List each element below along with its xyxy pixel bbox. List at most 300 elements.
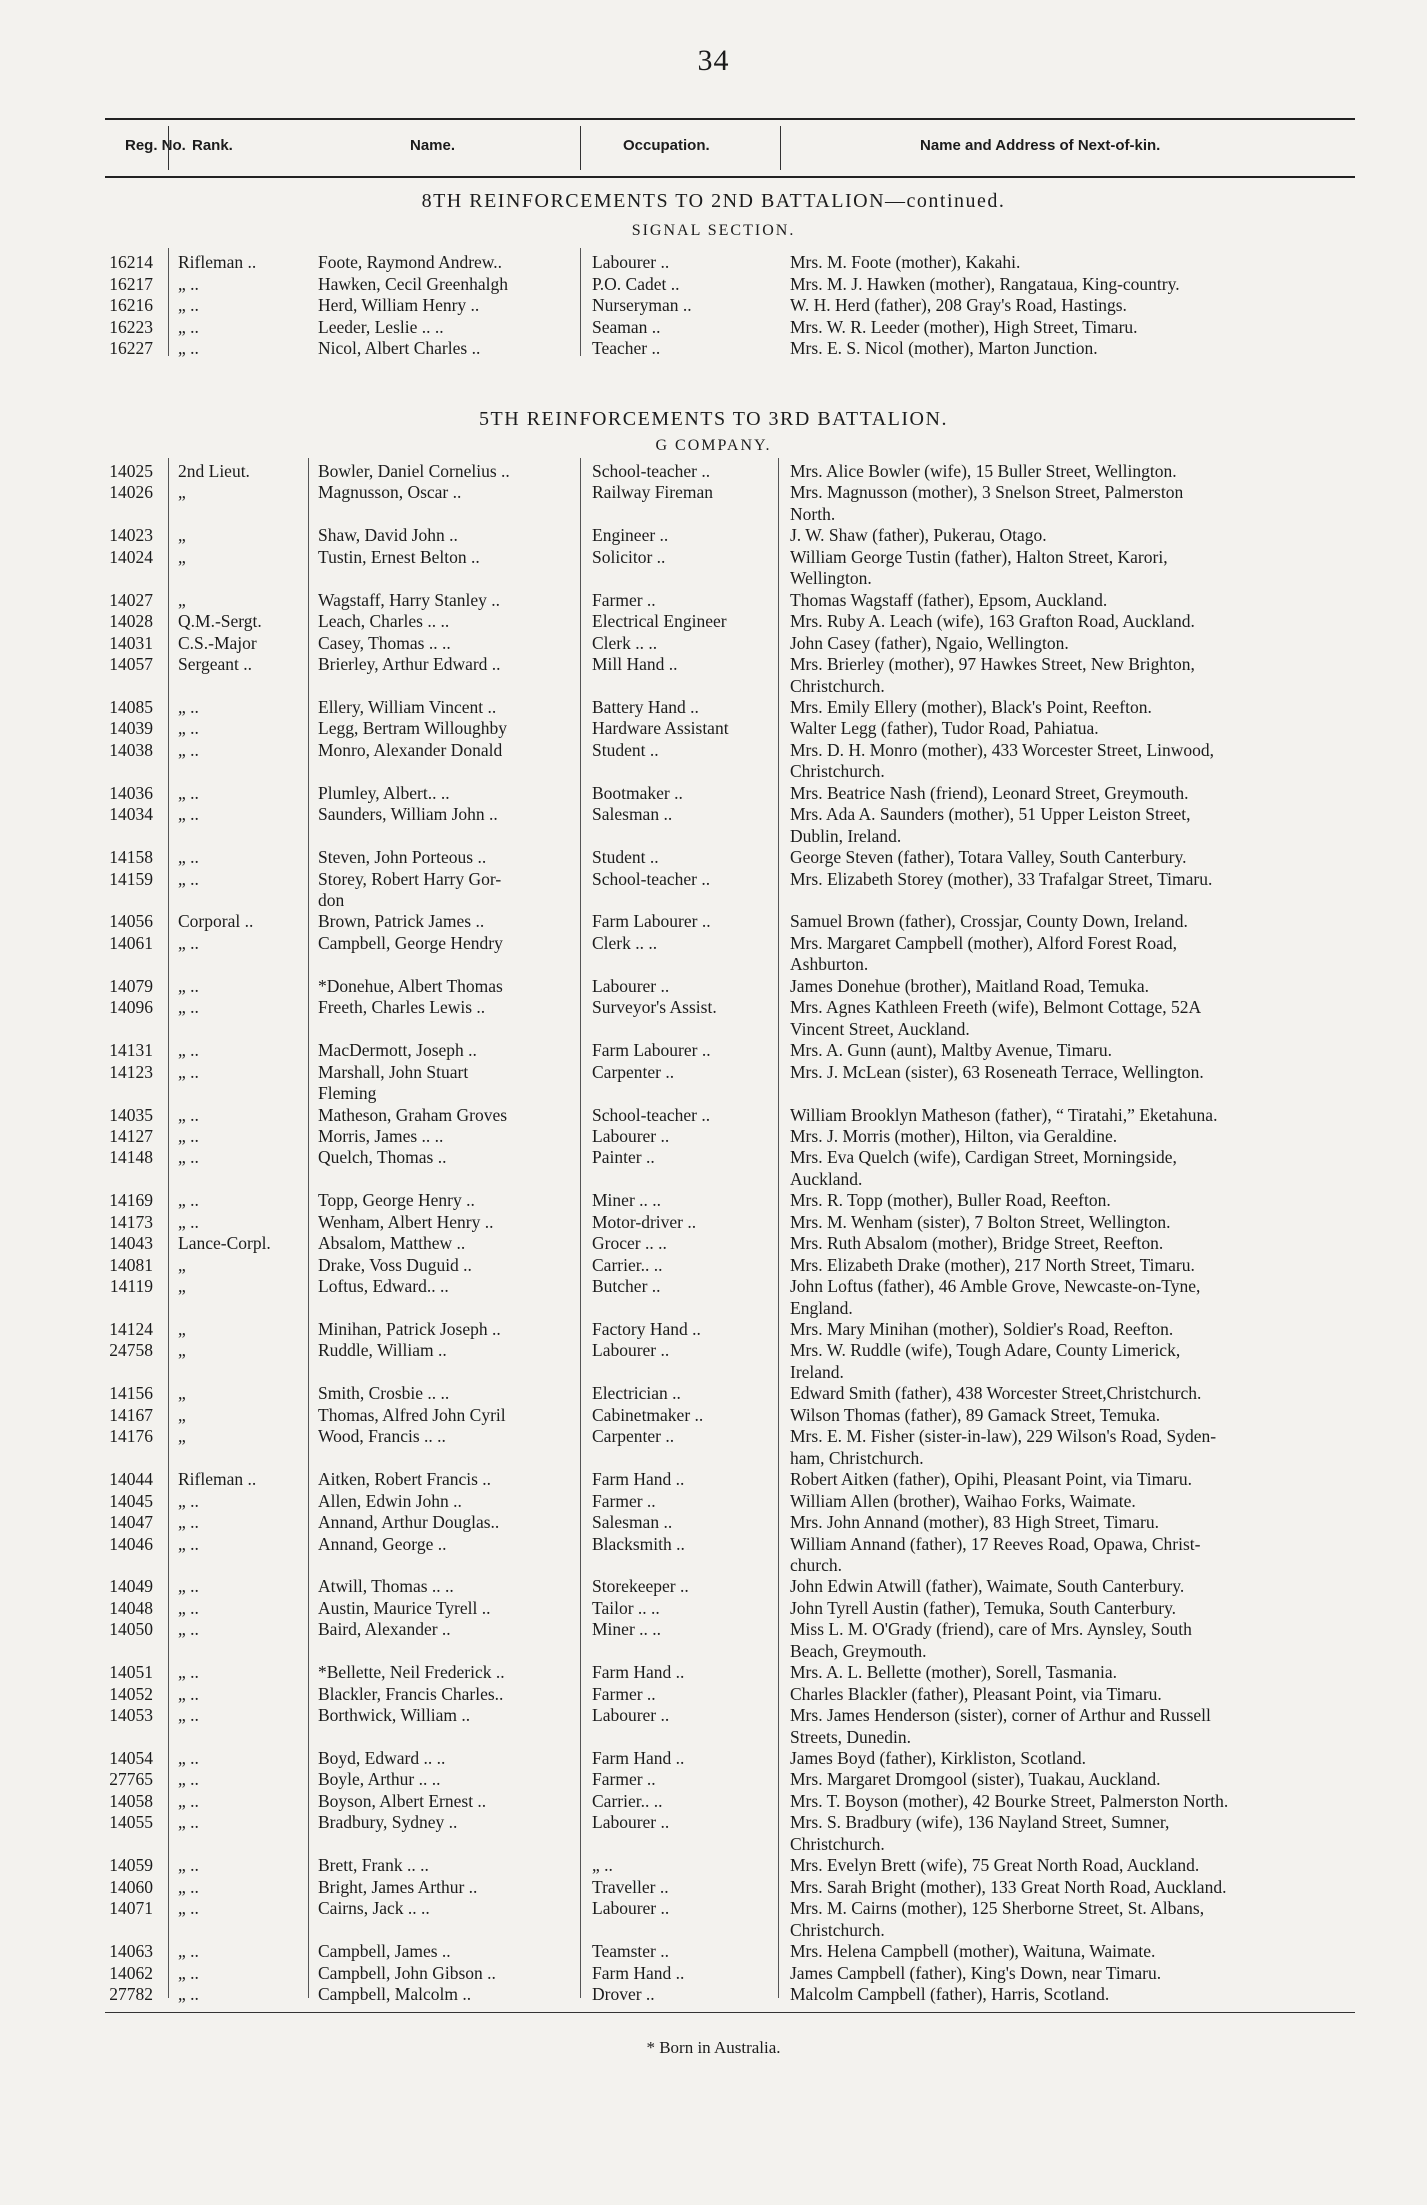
table-row [0,1555,1427,1576]
table-row [0,274,1427,295]
rank-cell: „ .. [178,1125,199,1146]
soldier-name-cell: Wenham, Albert Henry .. [318,1211,494,1232]
next-of-kin-cell: Mrs. James Henderson (sister), corner of Arthur and Russell [790,1705,1211,1726]
soldier-name-cell: Bowler, Daniel Cornelius .. [318,461,510,481]
soldier-name-cell: *Bellette, Neil Frederick .. [318,1662,505,1683]
rank-cell: „ .. [178,782,199,803]
soldier-name-cell: Bright, James Arthur .. [318,1876,478,1897]
next-of-kin-cell: Edward Smith (father), 438 Worcester Street,Christchurch. [790,1383,1202,1404]
section-subtitle: G COMPANY. [655,437,772,454]
occupation-cell: Traveller .. [592,1876,669,1897]
table-row [0,1362,1427,1383]
occupation-cell: Labourer .. [592,1812,670,1833]
next-of-kin-cell: Mrs. W. Ruddle (wife), Tough Adare, County Limerick, [790,1340,1181,1361]
occupation-cell: Labourer .. [592,1125,670,1146]
next-of-kin-cell: Ireland. [790,1361,844,1382]
occupation-cell: Electrical Engineer [592,611,727,632]
header-next-of-kin: Name and Address of Next-of-kin. [920,137,1161,154]
rank-cell: „ [178,546,186,567]
next-of-kin-cell: Beach, Greymouth. [790,1640,927,1661]
soldier-name-cell: Absalom, Matthew .. [318,1233,466,1254]
rank-cell: „ .. [178,1962,199,1983]
reg-number-cell: 14156 [109,1383,153,1404]
reg-number-cell: 14071 [109,1898,153,1919]
table-row [0,911,1427,932]
occupation-cell: Clerk .. .. [592,632,658,653]
occupation-cell: Salesman .. [592,804,673,825]
table-row [0,933,1427,954]
soldier-name-cell: Loftus, Edward.. .. [318,1276,449,1297]
rank-cell: „ .. [178,1748,199,1768]
next-of-kin-cell: Mrs. Ada A. Saunders (mother), 51 Upper Leiston Street, [790,804,1191,825]
next-of-kin-cell: Mrs. Helena Campbell (mother), Waituna, Waimate. [790,1941,1156,1962]
rank-cell: Corporal .. [178,911,254,932]
rank-cell: „ .. [178,316,199,337]
soldier-name-cell: Herd, William Henry .. [318,295,480,316]
header-reg-no: Reg. No. [125,137,186,154]
soldier-name-cell: MacDermott, Joseph .. [318,1040,477,1061]
next-of-kin-cell: William Allen (brother), Waihao Forks, Waimate. [790,1490,1136,1511]
rank-cell: Q.M.-Sergt. [178,611,262,632]
reg-number-cell: 14047 [109,1512,153,1533]
soldier-name-cell: Brown, Patrick James .. [318,911,485,932]
occupation-cell: Farm Labourer .. [592,911,711,932]
rank-cell: „ .. [178,1941,199,1962]
rank-cell: „ .. [178,1190,199,1211]
soldier-name-cell: Freeth, Charles Lewis .. [318,997,486,1018]
occupation-cell: Labourer .. [592,1705,670,1726]
header-divider [168,126,169,170]
table-row [0,461,1427,482]
soldier-name-cell: Quelch, Thomas .. [318,1147,447,1168]
reg-number-cell: 14058 [109,1790,153,1811]
reg-number-cell: 14060 [109,1876,153,1897]
occupation-cell: Farmer .. [592,1769,656,1790]
next-of-kin-cell: Mrs. Margaret Dromgool (sister), Tuakau, Auckland. [790,1769,1161,1790]
soldier-name-cell: Steven, John Porteous .. [318,847,487,868]
soldier-name-cell: Boyson, Albert Ernest .. [318,1790,487,1811]
reg-number-cell: 14096 [109,997,153,1018]
occupation-cell: Mill Hand .. [592,654,678,675]
occupation-cell: Grocer .. .. [592,1233,667,1254]
occupation-cell: Hardware Assistant [592,718,729,739]
reg-number-cell: 14062 [109,1962,153,1983]
next-of-kin-cell: William Annand (father), 17 Reeves Road, Opawa, Christ- [790,1533,1201,1554]
soldier-name-cell: Hawken, Cecil Greenhalgh [318,273,508,294]
soldier-name-cell: Storey, Robert Harry Gor- [318,868,502,889]
rank-cell: Sergeant .. [178,654,253,675]
soldier-name-cell: Fleming [318,1083,377,1104]
next-of-kin-cell: Mrs. M. Wenham (sister), 7 Bolton Street, Wellington. [790,1211,1171,1232]
reg-number-cell: 14169 [109,1190,153,1211]
occupation-cell: Farmer .. [592,589,656,610]
next-of-kin-cell: John Casey (father), Ngaio, Wellington. [790,632,1069,653]
table-row [0,1641,1427,1662]
table-row [0,1212,1427,1233]
reg-number-cell: 14038 [109,739,153,760]
next-of-kin-cell: Mrs. Brierley (mother), 97 Hawkes Street, New Brighton, [790,654,1195,675]
soldier-name-cell: Minihan, Patrick Joseph .. [318,1319,501,1339]
next-of-kin-cell: Ashburton. [790,954,869,975]
next-of-kin-cell: Mrs. J. Morris (mother), Hilton, via Geraldine. [790,1125,1118,1146]
table-row [0,718,1427,739]
rank-cell: „ .. [178,1619,199,1640]
table-row [0,1748,1427,1769]
rank-cell: „ .. [178,1790,199,1811]
soldier-name-cell: Morris, James .. .. [318,1125,444,1146]
next-of-kin-cell: Mrs. D. H. Monro (mother), 433 Worcester Street, Linwood, [790,739,1215,760]
next-of-kin-cell: ham, Christchurch. [790,1447,924,1468]
rank-cell: „ .. [178,1705,199,1726]
next-of-kin-cell: Robert Aitken (father), Opihi, Pleasant Point, via Timaru. [790,1469,1192,1490]
rank-cell: „ [178,1276,186,1297]
reg-number-cell: 14051 [109,1662,153,1683]
table-row [0,1834,1427,1855]
occupation-cell: Farm Hand .. [592,1962,685,1983]
next-of-kin-cell: Mrs. John Annand (mother), 83 High Street, Timaru. [790,1512,1159,1533]
table-row [0,976,1427,997]
soldier-name-cell: Saunders, William John .. [318,804,498,825]
next-of-kin-cell: Christchurch. [790,761,885,782]
reg-number-cell: 16214 [109,252,153,272]
rank-cell: „ .. [178,1211,199,1232]
table-row [0,954,1427,975]
next-of-kin-cell: Mrs. Sarah Bright (mother), 133 Great North Road, Auckland. [790,1876,1227,1897]
table-row [0,740,1427,761]
soldier-name-cell: Drake, Voss Duguid .. [318,1254,472,1275]
next-of-kin-cell: Vincent Street, Auckland. [790,1018,970,1039]
reg-number-cell: 14048 [109,1597,153,1618]
table-row [0,1984,1427,2005]
occupation-cell: Surveyor's Assist. [592,997,717,1018]
soldier-name-cell: Allen, Edwin John .. [318,1490,462,1511]
footnote: * Born in Australia. [646,2038,781,2057]
table-row [0,1040,1427,1061]
soldier-name-cell: *Donehue, Albert Thomas [318,975,503,996]
reg-number-cell: 14057 [109,654,153,675]
table-row [0,1426,1427,1447]
occupation-cell: Student .. [592,739,659,760]
reg-number-cell: 14039 [109,718,153,739]
reg-number-cell: 14054 [109,1748,153,1768]
rank-cell: „ .. [178,295,199,316]
rank-cell: „ [178,1319,186,1339]
reg-number-cell: 14158 [109,847,153,868]
table-row [0,1340,1427,1361]
soldier-name-cell: Tustin, Ernest Belton .. [318,546,480,567]
occupation-cell: Electrician .. [592,1383,681,1404]
soldier-name-cell: Thomas, Alfred John Cyril [318,1404,506,1425]
next-of-kin-cell: Mrs. A. Gunn (aunt), Maltby Avenue, Timaru. [790,1040,1112,1061]
rank-cell: „ .. [178,1769,199,1790]
table-row [0,1448,1427,1469]
rank-cell: „ [178,1426,186,1447]
rank-cell: „ .. [178,1898,199,1919]
table-row [0,1791,1427,1812]
section-title: 8TH REINFORCEMENTS TO 2ND BATTALION—continued. [421,190,1006,212]
rank-cell: „ .. [178,1490,199,1511]
occupation-cell: Storekeeper .. [592,1576,689,1597]
next-of-kin-cell: Christchurch. [790,1833,885,1854]
rank-cell: „ .. [178,868,199,889]
reg-number-cell: 16227 [109,338,153,359]
rank-cell: „ .. [178,1662,199,1683]
occupation-cell: Seaman .. [592,316,661,337]
next-of-kin-cell: Dublin, Ireland. [790,825,902,846]
next-of-kin-cell: William George Tustin (father), Halton Street, Karori, [790,546,1168,567]
next-of-kin-cell: Mrs. R. Topp (mother), Buller Road, Reefton. [790,1190,1111,1211]
table-header [105,118,1355,178]
soldier-name-cell: Borthwick, William .. [318,1705,471,1726]
table-row [0,826,1427,847]
rank-cell: „ [178,482,186,503]
rank-cell: C.S.-Major [178,632,257,653]
reg-number-cell: 14031 [109,632,153,653]
rank-cell: „ [178,1254,186,1275]
occupation-cell: Railway Fireman [592,482,714,503]
soldier-name-cell: Campbell, James .. [318,1941,451,1962]
occupation-cell: School-teacher .. [592,868,711,889]
rank-cell: „ .. [178,739,199,760]
reg-number-cell: 24758 [109,1340,153,1361]
occupation-cell: Motor-driver .. [592,1211,697,1232]
rank-cell: „ .. [178,1876,199,1897]
reg-number-cell: 16217 [109,273,153,294]
next-of-kin-cell: church. [790,1554,842,1575]
table-row [0,1298,1427,1319]
soldier-name-cell: Matheson, Graham Groves [318,1104,508,1125]
soldier-name-cell: Casey, Thomas .. .. [318,632,451,653]
soldier-name-cell: Brett, Frank .. .. [318,1855,429,1876]
reg-number-cell: 16216 [109,295,153,316]
soldier-name-cell: Plumley, Albert.. .. [318,782,450,803]
occupation-cell: Farm Hand .. [592,1662,685,1683]
table-row [0,1019,1427,1040]
soldier-name-cell: Baird, Alexander .. [318,1619,451,1640]
next-of-kin-cell: Mrs. T. Boyson (mother), 42 Bourke Street, Palmerston North. [790,1790,1229,1811]
occupation-cell: Engineer .. [592,525,669,546]
reg-number-cell: 14052 [109,1683,153,1704]
reg-number-cell: 14173 [109,1211,153,1232]
table-row [0,1619,1427,1640]
rank-cell: „ .. [178,932,199,953]
rank-cell: Rifleman .. [178,252,257,272]
occupation-cell: Labourer .. [592,975,670,996]
occupation-cell: Farmer .. [592,1683,656,1704]
rank-cell: „ .. [178,1061,199,1082]
next-of-kin-cell: Wellington. [790,568,872,589]
next-of-kin-cell: Mrs. Elizabeth Storey (mother), 33 Trafalgar Street, Timaru. [790,868,1213,889]
next-of-kin-cell: Mrs. E. M. Fisher (sister-in-law), 229 Wilson's Road, Syden- [790,1426,1217,1447]
table-row [0,676,1427,697]
rank-cell: „ .. [178,1683,199,1704]
occupation-cell: Farmer .. [592,1490,656,1511]
reg-number-cell: 14176 [109,1426,153,1447]
table-row [0,997,1427,1018]
next-of-kin-cell: Samuel Brown (father), Crossjar, County Down, Ireland. [790,911,1188,932]
reg-number-cell: 14049 [109,1576,153,1597]
next-of-kin-cell: Christchurch. [790,675,885,696]
reg-number-cell: 14023 [109,525,153,546]
rank-cell: „ [178,1383,186,1404]
reg-number-cell: 14053 [109,1705,153,1726]
table-row [0,1684,1427,1705]
next-of-kin-cell: Mrs. Eva Quelch (wife), Cardigan Street, Morningside, [790,1147,1177,1168]
next-of-kin-cell: Mrs. Margaret Campbell (mother), Alford Forest Road, [790,932,1178,953]
header-divider [780,126,781,170]
table-row [0,1941,1427,1962]
section-subtitle: SIGNAL SECTION. [631,222,796,239]
next-of-kin-cell: Mrs. Magnusson (mother), 3 Snelson Street, Palmerston [790,482,1184,503]
occupation-cell: Farm Labourer .. [592,1040,711,1061]
reg-number-cell: 14119 [109,1276,153,1297]
rank-cell: „ .. [178,1533,199,1554]
table-row [0,1319,1427,1340]
next-of-kin-cell: Mrs. M. Foote (mother), Kakahi. [790,252,1021,272]
reg-number-cell: 14027 [109,589,153,610]
rank-cell: „ .. [178,1576,199,1597]
reg-number-cell: 14148 [109,1147,153,1168]
next-of-kin-cell: Charles Blackler (father), Pleasant Point, via Timaru. [790,1683,1162,1704]
soldier-name-cell: Brierley, Arthur Edward .. [318,654,501,675]
rank-cell: „ .. [178,273,199,294]
soldier-name-cell: Blackler, Francis Charles.. [318,1683,504,1704]
soldier-name-cell: Austin, Maurice Tyrell .. [318,1597,491,1618]
occupation-cell: Cabinetmaker .. [592,1404,704,1425]
soldier-name-cell: Marshall, John Stuart [318,1061,469,1082]
next-of-kin-cell: Miss L. M. O'Grady (friend), care of Mrs. Aynsley, South [790,1619,1192,1640]
next-of-kin-cell: Christchurch. [790,1919,885,1940]
page-number: 34 [697,44,730,77]
occupation-cell: Student .. [592,847,659,868]
occupation-cell: Farm Hand .. [592,1469,685,1490]
occupation-cell: School-teacher .. [592,1104,711,1125]
table-row [0,1126,1427,1147]
rank-cell: „ .. [178,696,199,717]
table-row [0,1105,1427,1126]
soldier-name-cell: Wagstaff, Harry Stanley .. [318,589,500,610]
next-of-kin-cell: Mrs. J. McLean (sister), 63 Roseneath Terrace, Wellington. [790,1061,1204,1082]
occupation-cell: Carpenter .. [592,1061,675,1082]
next-of-kin-cell: Mrs. M. J. Hawken (mother), Rangataua, King-country. [790,273,1180,294]
next-of-kin-cell: Streets, Dunedin. [790,1726,912,1747]
section-title: 5TH REINFORCEMENTS TO 3RD BATTALION. [479,408,948,430]
occupation-cell: Drover .. [592,1983,655,2004]
next-of-kin-cell: Thomas Wagstaff (father), Epsom, Auckland. [790,589,1108,610]
occupation-cell: Teacher .. [592,338,661,359]
table-row [0,633,1427,654]
table-row [0,1083,1427,1104]
next-of-kin-cell: Mrs. A. L. Bellette (mother), Sorell, Tasmania. [790,1662,1117,1683]
next-of-kin-cell: Mrs. Agnes Kathleen Freeth (wife), Belmont Cottage, 52A [790,997,1202,1018]
next-of-kin-cell: Mrs. M. Cairns (mother), 125 Sherborne Street, St. Albans, [790,1898,1205,1919]
reg-number-cell: 14131 [109,1040,153,1061]
rank-cell: „ .. [178,997,199,1018]
table-row [0,568,1427,589]
soldier-name-cell: Boyle, Arthur .. .. [318,1769,441,1790]
table-row [0,547,1427,568]
occupation-cell: Battery Hand .. [592,696,699,717]
next-of-kin-cell: England. [790,1297,853,1318]
table-row [0,295,1427,316]
occupation-cell: School-teacher .. [592,461,711,481]
header-divider [580,126,581,170]
reg-number-cell: 14127 [109,1125,153,1146]
reg-number-cell: 14085 [109,696,153,717]
reg-number-cell: 14026 [109,482,153,503]
table-row [0,611,1427,632]
rank-cell: „ .. [178,1812,199,1833]
next-of-kin-cell: Auckland. [790,1168,863,1189]
table-row [0,1598,1427,1619]
reg-number-cell: 14081 [109,1254,153,1275]
rank-cell: „ .. [178,975,199,996]
occupation-cell: Painter .. [592,1147,655,1168]
occupation-cell: P.O. Cadet .. [592,273,680,294]
table-row [0,525,1427,546]
table-row [0,1469,1427,1490]
table-row [0,804,1427,825]
soldier-name-cell: Bradbury, Sydney .. [318,1812,458,1833]
next-of-kin-cell: James Donehue (brother), Maitland Road, Temuka. [790,975,1150,996]
reg-number-cell: 14055 [109,1812,153,1833]
next-of-kin-cell: James Campbell (father), King's Down, near Timaru. [790,1962,1162,1983]
next-of-kin-cell: Mrs. Mary Minihan (mother), Soldier's Road, Reefton. [790,1319,1174,1339]
soldier-name-cell: Aitken, Robert Francis .. [318,1469,492,1490]
rank-cell: „ .. [178,1147,199,1168]
table-row [0,1255,1427,1276]
reg-number-cell: 14036 [109,782,153,803]
soldier-name-cell: Nicol, Albert Charles .. [318,338,481,359]
rank-cell: „ .. [178,847,199,868]
rank-cell: „ .. [178,1855,199,1876]
occupation-cell: Teamster .. [592,1941,670,1962]
occupation-cell: Farm Hand .. [592,1748,685,1768]
table-row [0,1705,1427,1726]
next-of-kin-cell: John Edwin Atwill (father), Waimate, South Canterbury. [790,1576,1185,1597]
occupation-cell: Miner .. .. [592,1619,662,1640]
reg-number-cell: 14056 [109,911,153,932]
reg-number-cell: 14044 [109,1469,153,1490]
table-row [0,869,1427,890]
next-of-kin-cell: Malcolm Campbell (father), Harris, Scotland. [790,1983,1110,2004]
soldier-name-cell: Campbell, John Gibson .. [318,1962,496,1983]
table-row [0,1383,1427,1404]
table-row [0,697,1427,718]
occupation-cell: Carrier.. .. [592,1254,663,1275]
table-row [0,590,1427,611]
next-of-kin-cell: John Loftus (father), 46 Amble Grove, Newcaste-on-Tyne, [790,1276,1201,1297]
rank-cell: „ .. [178,1597,199,1618]
table-row [0,317,1427,338]
table-row [0,654,1427,675]
occupation-cell: Carrier.. .. [592,1790,663,1811]
next-of-kin-cell: Walter Legg (father), Tudor Road, Pahiatua. [790,718,1099,739]
next-of-kin-cell: Mrs. Beatrice Nash (friend), Leonard Street, Greymouth. [790,782,1189,803]
reg-number-cell: 27782 [109,1983,153,2004]
table-row [0,1405,1427,1426]
table-row [0,1727,1427,1748]
soldier-name-cell: Atwill, Thomas .. .. [318,1576,454,1597]
reg-number-cell: 27765 [109,1769,153,1790]
occupation-cell: Blacksmith .. [592,1533,685,1554]
occupation-cell: Clerk .. .. [592,932,658,953]
reg-number-cell: 14045 [109,1490,153,1511]
header-rank: Rank. [192,137,233,154]
rank-cell: „ .. [178,1512,199,1533]
next-of-kin-cell: W. H. Herd (father), 208 Gray's Road, Hastings. [790,295,1127,316]
table-row [0,1963,1427,1984]
